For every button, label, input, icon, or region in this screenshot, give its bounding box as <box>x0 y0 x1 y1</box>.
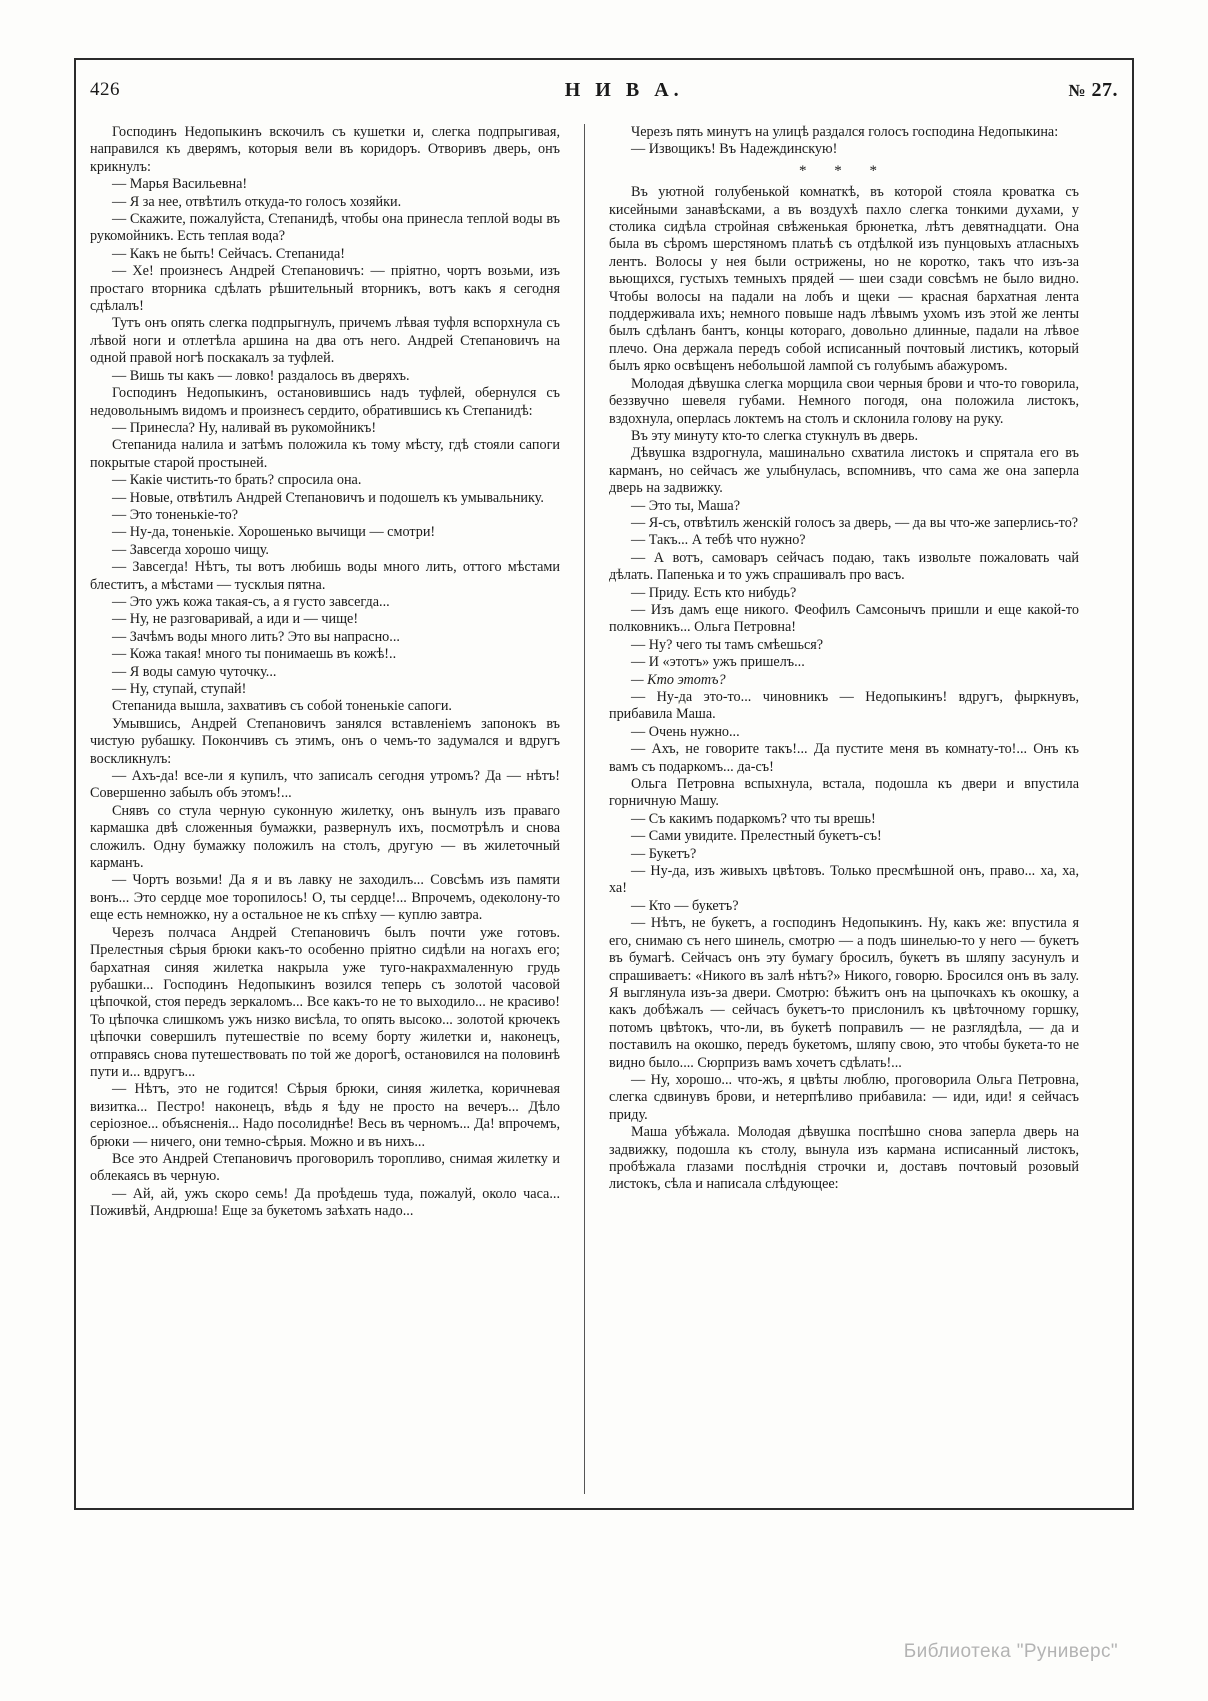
issue-number <box>1068 79 1118 102</box>
paragraph: Умывшись, Андрей Степановичъ занялся вставленiемъ запонокъ въ чистую рубашку. Покончивъ съ этимъ, онъ о чемъ-то задумался и вдругъ воскликнулъ: <box>90 715 560 767</box>
column-right <box>587 124 1079 1500</box>
paragraph: Въ эту минуту кто-то слегка стукнулъ въ дверь. <box>631 427 918 444</box>
paragraph: — Какъ не быть! Сейчасъ. Степанида! <box>112 245 345 262</box>
paragraph: — Я-съ, отвѣтилъ женскiй голосъ за дверь, — да вы что-же заперлись-то? <box>631 514 1079 531</box>
paragraph: — Ну, не разговаривай, а иди и — чище! <box>112 611 359 628</box>
paragraph: — Букетъ? <box>631 845 697 862</box>
paragraph: — И «этотъ» ужъ пришелъ... <box>631 654 805 671</box>
paragraph: Ольга Петровна вспыхнула, встала, подошла къ двери и впустила горничную Машу. <box>609 776 1079 810</box>
paragraph: — Ну? чего ты тамъ смѣешься? <box>631 636 824 653</box>
journal-title: Н И В А. <box>564 78 684 101</box>
library-credit: Библиотека "Руниверс" <box>903 1641 1118 1662</box>
paragraph: Господинъ Недопыкинъ, остановившись надъ туфлей, обернулся съ недовольнымъ видомъ и произнесъ сердито, обратившись къ Степанидѣ: <box>90 385 560 419</box>
paragraph: — Завсегда хорошо чищу. <box>112 541 269 558</box>
paragraph: — Ну, ступай, ступай! <box>112 681 247 697</box>
paragraph: — Извощикъ! Въ Надеждинскую! <box>631 141 838 158</box>
paragraph: Въ уютной голубенькой комнаткѣ, въ которой стояла кроватка съ кисейными занавѣсками, а въ воздухѣ пахло слегка тонкими духами, у столика сидѣла стройная свѣженькая брюнетка, лѣтъ девятнадцати. Она была въ сѣромъ шерстяномъ платьѣ съ отдѣлкой изъ пунцовыхъ атласныхъ лентъ. Волосы у нея были острижены, но не коротко, такъ что изъ-за вьющихся, густыхъ темныхъ прядей — шеи сзади совсѣмъ не было видно. Чтобы волосы на падали на лобъ и щеки — красная бархатная лента поддерживала ихъ; немного повыше надъ лѣвымъ ухомъ изъ этой же ленты былъ сдѣланъ бантъ, концы котораго, довольно длинные, падали на лѣвое плечо. Она держала передъ собой исписанный почтовый листикъ, который былъ ярко освѣщенъ небольшой лампой съ голубымъ абажуромъ. <box>609 184 1079 375</box>
paragraph: Степанида вышла, захвативъ съ собой тоненькiе сапоги. <box>112 698 452 715</box>
paragraph: — Зачѣмъ воды много лить? Это вы напрасно... <box>112 628 400 645</box>
paragraph: — Изъ дамъ еще никого. Феофилъ Самсонычъ пришли и еще какой-то полковникъ... Ольга Петровна! <box>609 601 1079 636</box>
paragraph: — Съ какимъ подаркомъ? что ты врешь! <box>631 810 876 827</box>
paragraph: — Новые, отвѣтилъ Андрей Степановичъ и подошелъ къ умывальнику. <box>112 489 544 506</box>
paragraph: — Кто — букетъ? <box>631 897 739 914</box>
paragraph: — Ахъ-да! все-ли я купилъ, что записалъ сегодня утромъ? Да — нѣтъ! Совершенно забылъ объ этомъ!... <box>90 768 560 802</box>
paragraph: Снявъ со стула черную суконную жилетку, онъ вынулъ изъ праваго кармашка двѣ сложенныя бумажки, развернулъ ихъ, посмотрѣлъ и снова сложилъ. Одну бумажку положилъ на столъ, другую — въ жилеточный карманъ. <box>90 802 560 872</box>
paragraph: — Ну-да, изъ живыхъ цвѣтовъ. Только пресмѣшной онъ, право... ха, ха, ха! <box>609 863 1079 897</box>
paragraph: — Скажите, пожалуйста, Степанидѣ, чтобы она принесла теплой воды въ рукомойникъ. Есть теплая вода? <box>90 211 560 245</box>
paragraph: — Хе! произнесъ Андрей Степановичъ: — прiятно, чортъ возьми, изъ простаго вторника сдѣлать рѣшительный вторникъ, вотъ какъ я сегодня сдѣлалъ! <box>90 263 560 315</box>
paragraph: — Вишь ты какъ — ловко! раздалось въ дверяхъ. <box>112 367 410 384</box>
paragraph: — Это тоненькiе-то? <box>112 506 239 523</box>
paragraph: Черезъ полчаса Андрей Степановичъ былъ почти уже готовъ. Прелестныя сѣрыя брюки какъ-то особенно прiятно сидѣли на ногахъ его; бархатная синяя жилетка накрыла уже туго-накрахмаленную грудь рубашки... Господинъ Недопыкинъ возился теперь съ золотой часовой цѣпочкой, стоя передъ зеркаломъ... Все какъ-то не то выходило... не красиво! То цѣпочка слишкомъ ужъ низко висѣла, то опять высоко... золотой крючекъ цѣпочки совершилъ путешествiе по всему борту жилетки и, наконецъ, отправясь снова путешествовать по той же дорогѣ, остановился на половинѣ пути и... вдругъ... <box>90 924 560 1080</box>
paragraph: — Это ты, Маша? <box>631 497 741 514</box>
column-divider <box>584 124 585 1494</box>
page-number: 426 <box>90 79 120 100</box>
paragraph: Молодая дѣвушка слегка морщила свои черныя брови и что-то говорила, беззвучно шевеля губами. Немного погодя, она положила листокъ, вздохнула, оперлась локтемъ на столъ и склонила голову на руку. <box>609 375 1079 427</box>
paragraph: — Я за нее, отвѣтилъ откуда-то голосъ хозяйки. <box>112 193 402 210</box>
paragraph: — Ну-да это-то... чиновникъ — Недопыкинъ! вдругъ, фыркнувъ, прибавила Маша. <box>609 689 1079 723</box>
paragraph: — Ну-да, тоненькiе. Хорошенько вычищи — смотри! <box>112 524 436 541</box>
paragraph: Господинъ Недопыкинъ вскочилъ съ кушетки и, слегка подпрыгивая, направился къ дверямъ, которыя вели въ коридоръ. Отворивъ дверь, онъ крикнулъ: <box>90 124 560 175</box>
paragraph: — Марья Васильевна! <box>112 176 248 193</box>
paragraph: — Какiе чистить-то брать? спросила она. <box>112 472 362 489</box>
paragraph: Все это Андрей Степановичъ проговорилъ торопливо, снимая жилетку и облекаясь въ черную. <box>90 1150 560 1185</box>
paragraph: — Нѣтъ, это не годится! Сѣрыя брюки, синяя жилетка, коричневая визитка... Пестро! наконецъ, вѣдь я ѣду не просто на вечеръ... Дѣло серiозное... объясненiя... Надо посолиднѣе! Весь въ черномъ... Да! впрочемъ, брюки — ничего, они темно-сѣрыя. Можно и въ нихъ... <box>90 1081 560 1150</box>
paragraph: — Завсегда! Нѣтъ, ты вотъ любишь воды много лить, оттого мѣстами блеститъ, а мѣстами — тусклыя пятна. <box>90 559 560 593</box>
paragraph: Черезъ пять минутъ на улицѣ раздался голосъ господина Недопыкина: <box>631 124 1059 140</box>
section-break-asterisks: * * * <box>799 162 889 179</box>
paragraph: — Ахъ, не говорите такъ!... Да пустите меня въ комнату-то!... Онъ къ вамъ съ подаркомъ... да-съ! <box>609 741 1079 775</box>
article-body <box>90 124 1120 1500</box>
page-header <box>90 70 1118 110</box>
paragraph: Дѣвушка вздрогнула, машинально схватила листокъ и спрятала его въ карманъ, но сейчасъ же улыбнулась, вспомнивъ, что сама же она заперла дверь на задвижку. <box>609 445 1079 497</box>
paragraph: — Я воды самую чуточку... <box>112 663 277 680</box>
paragraph: — Чортъ возьми! Да я и въ лавку не заходилъ... Совсѣмъ изъ памяти вонъ... Это сердце мое торопилось! О, ты сердце!... Впрочемъ, одеколону-то еще есть немножко, ну а остальное не къ спѣху — куплю завтра. <box>90 872 560 924</box>
paragraph: — Кто этотъ? <box>631 671 726 688</box>
paragraph: — Сами увидите. Прелестный букетъ-съ! <box>631 828 882 845</box>
paragraph: — Нѣтъ, не букетъ, а господинъ Недопыкинъ. Ну, какъ же: впустила я его, снимаю съ него шинель, смотрю — а подъ шинелью-то у него — букетъ въ бумагѣ. Сейчасъ онъ эту бумагу бросилъ, букетъ въ шляпу засунулъ и спрашиваетъ: «Никого въ залѣ нѣтъ?» Никого, говорю. Бросился онъ въ залу. Я выглянула изъ-за двери. Смотрю: бѣжитъ онъ на цыпочкахъ къ окошку, а какъ добѣжалъ — сейчасъ букетъ-то прислонилъ къ цвѣточному горшку, потомъ цвѣтокъ, что-ли, въ букетѣ поправилъ — не разглядѣла, — да и поставилъ на окошко, передъ букетомъ, шляпу свою, это чтобы букета-то не видно было.... Сюрпризъ вамъ хочетъ сдѣлать!... <box>609 915 1079 1071</box>
paragraph: — Ай, ай, ужъ скоро семь! Да проѣдешь туда, пожалуй, около часа... Поживѣй, Андрюша! Еще за букетомъ заѣхать надо... <box>90 1185 560 1220</box>
paragraph: — Приду. Есть кто нибудь? <box>631 584 797 601</box>
number-sign: № <box>1068 80 1086 100</box>
paragraph: Степанида налила и затѣмъ положила къ тому мѣсту, гдѣ стояли сапоги покрытые старой простыней. <box>90 437 560 471</box>
paragraph: — Ну, хорошо... что-жъ, я цвѣты люблю, проговорила Ольга Петровна, слегка сдвинувъ брови, и нетерпѣливо прибавила: — иди, иди! я сейчасъ приду. <box>609 1071 1079 1123</box>
paragraph: — Кожа такая! много ты понимаешь въ кожѣ!.. <box>112 646 397 663</box>
paragraph: Маша убѣжала. Молодая дѣвушка поспѣшно снова заперла дверь на задвижку, подошла къ столу, вынула изъ кармана исписанный листокъ, пробѣжала глазами послѣднiя строчки и, доставъ почтовый розовый листокъ, сѣла и написала слѣдующее: <box>609 1124 1079 1193</box>
paragraph: — А вотъ, самоваръ сейчасъ подаю, такъ извольте пожаловать чай дѣлать. Папенька и то ужъ спрашивалъ про васъ. <box>609 549 1079 584</box>
paragraph: — Очень нужно... <box>631 723 740 740</box>
column-left <box>90 124 582 1500</box>
issue-value: 27. <box>1091 78 1118 101</box>
paragraph: — Такъ... А тебѣ что нужно? <box>631 532 806 549</box>
paragraph: Тутъ онъ опять слегка подпрыгнулъ, причемъ лѣвая туфля вспорхнула съ лѣвой ноги и отлетѣла аршина на два отъ него. Андрей Степановичъ на одной правой ногѣ поскакалъ за туфлей. <box>90 315 560 367</box>
paragraph: — Принесла? Ну, наливай въ рукомойникъ! <box>112 419 377 436</box>
paragraph: — Это ужъ кожа такая-съ, а я густо завсегда... <box>112 593 390 610</box>
